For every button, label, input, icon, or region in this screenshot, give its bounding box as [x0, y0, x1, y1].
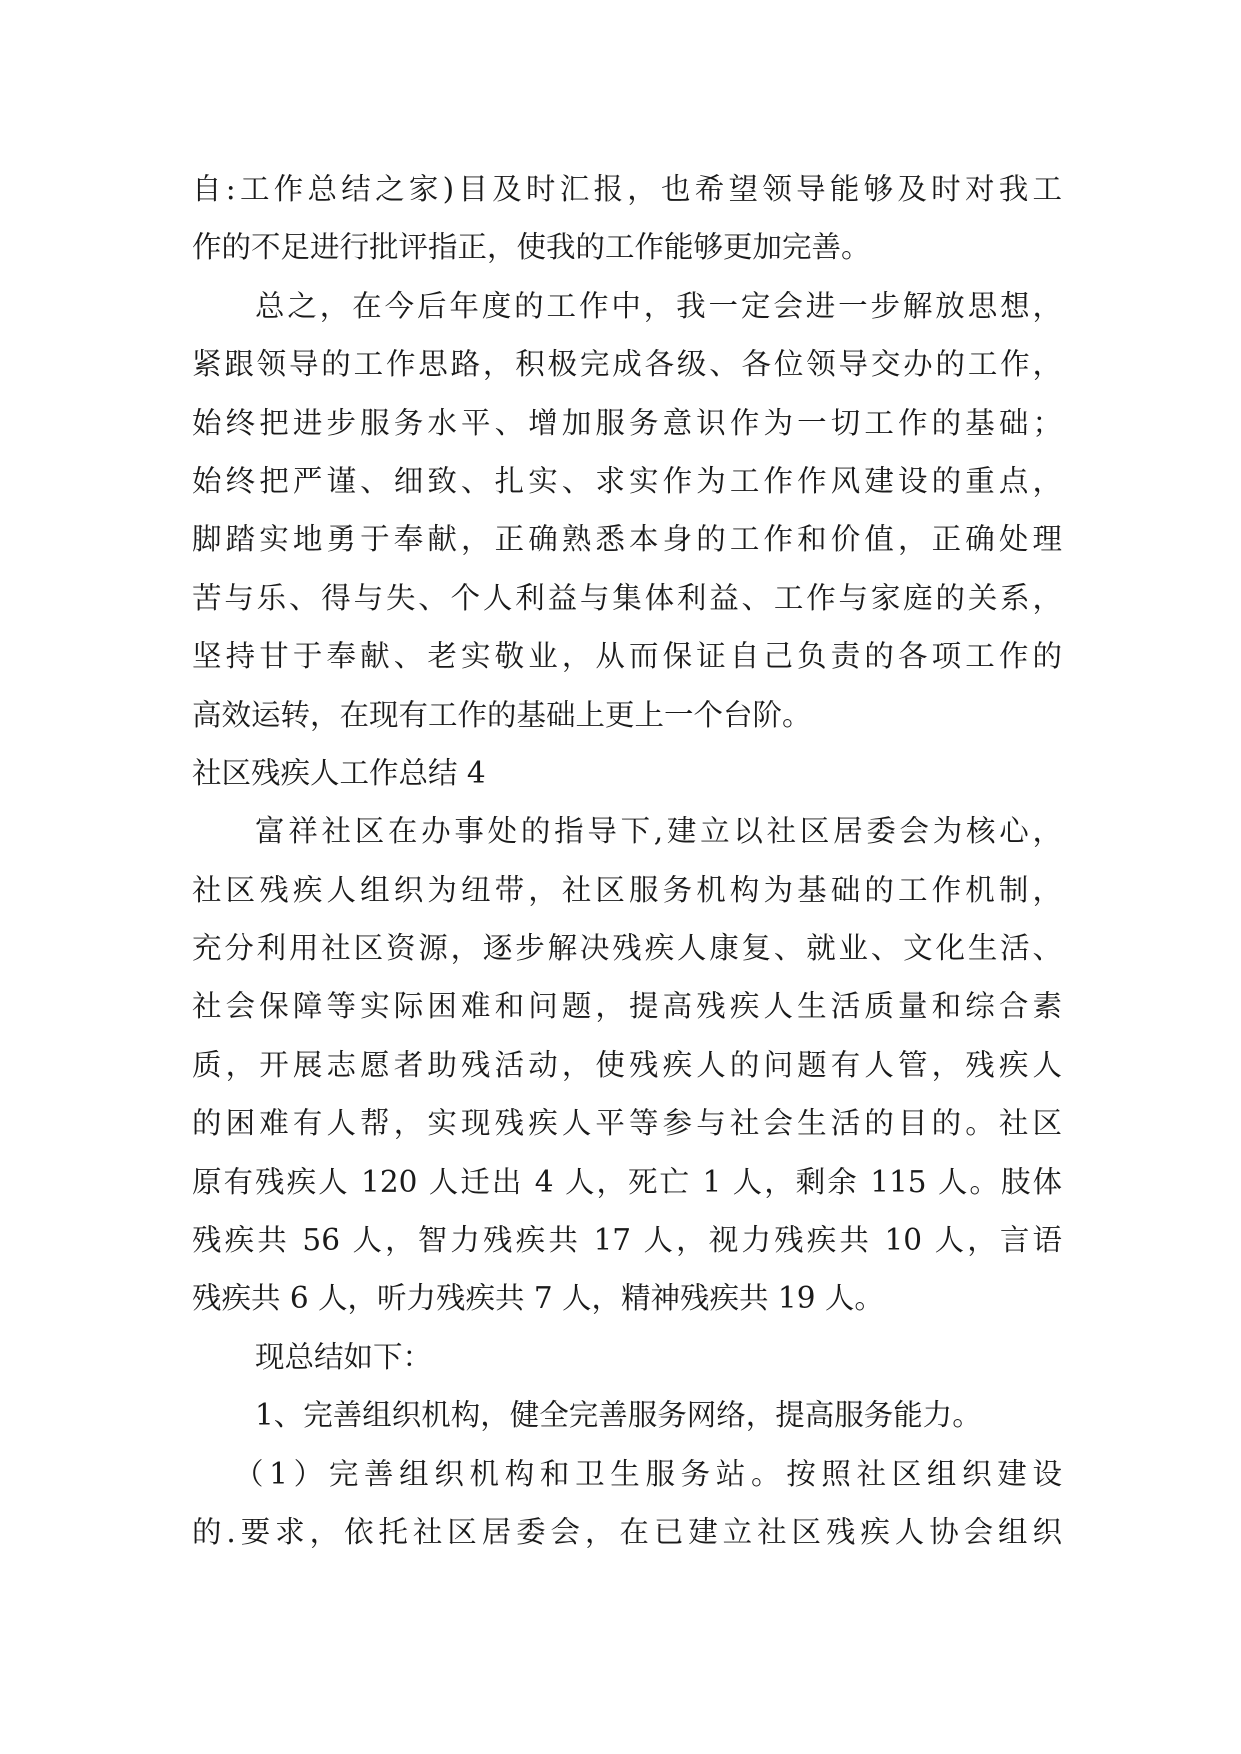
document-body [192, 160, 1062, 1561]
paragraph-line: 充分利用社区资源，逐步解决残疾人康复、就业、文化生活、 [192, 931, 1062, 966]
paragraph-line: 的困难有人帮，实现残疾人平等参与社会生活的目的。社区 [192, 1106, 1062, 1141]
paragraph-line: 自:工作总结之家)目及时汇报，也希望领导能够及时对我工 [192, 172, 1062, 206]
paragraph-line: 高效运转，在现有工作的基础上更上一个台阶。 [192, 697, 812, 732]
paragraph-line: 社区残疾人组织为纽带，社区服务机构为基础的工作机制， [192, 872, 1062, 907]
paragraph-line: 始终把进步服务水平、增加服务意识作为一切工作的基础； [192, 405, 1062, 440]
list-item-heading: 1、完善组织机构，健全完善服务网络，提高服务能力。 [255, 1398, 982, 1433]
paragraph-line: 紧跟领导的工作思路，积极完成各级、各位领导交办的工作， [192, 347, 1062, 382]
paragraph-line: 富祥社区在办事处的指导下,建立以社区居委会为核心， [255, 814, 1062, 849]
paragraph-line: 原有残疾人 120 人迁出 4 人，死亡 1 人，剩余 115 人。肢体 [192, 1164, 1062, 1199]
paragraph-line: 质，开展志愿者助残活动，使残疾人的问题有人管，残疾人 [192, 1047, 1062, 1082]
paragraph-line: （1）完善组织机构和卫生服务站。按照社区组织建设 [234, 1456, 1062, 1491]
section-heading: 社区残疾人工作总结 4 [192, 755, 486, 790]
paragraph-line: 作的不足进行批评指正，使我的工作能够更加完善。 [192, 230, 871, 265]
paragraph-line: 坚持甘于奉献、老实敬业，从而保证自己负责的各项工作的 [192, 639, 1062, 674]
paragraph-line: 残疾共 6 人，听力残疾共 7 人，精神残疾共 19 人。 [192, 1281, 884, 1316]
paragraph-line: 现总结如下： [255, 1339, 433, 1374]
paragraph-line: 社会保障等实际困难和问题，提高残疾人生活质量和综合素 [192, 989, 1062, 1024]
paragraph-line: 苦与乐、得与失、个人利益与集体利益、工作与家庭的关系， [192, 580, 1062, 615]
paragraph-line: 残疾共 56 人，智力残疾共 17 人，视力残疾共 10 人，言语 [192, 1223, 1062, 1258]
paragraph-line: 的.要求，依托社区居委会，在已建立社区残疾人协会组织 [192, 1514, 1062, 1549]
paragraph-line: 始终把严谨、细致、扎实、求实作为工作作风建设的重点， [192, 463, 1062, 498]
paragraph-line: 脚踏实地勇于奉献，正确熟悉本身的工作和价值，正确处理 [192, 522, 1062, 557]
paragraph-line: 总之，在今后年度的工作中，我一定会进一步解放思想， [255, 288, 1062, 323]
